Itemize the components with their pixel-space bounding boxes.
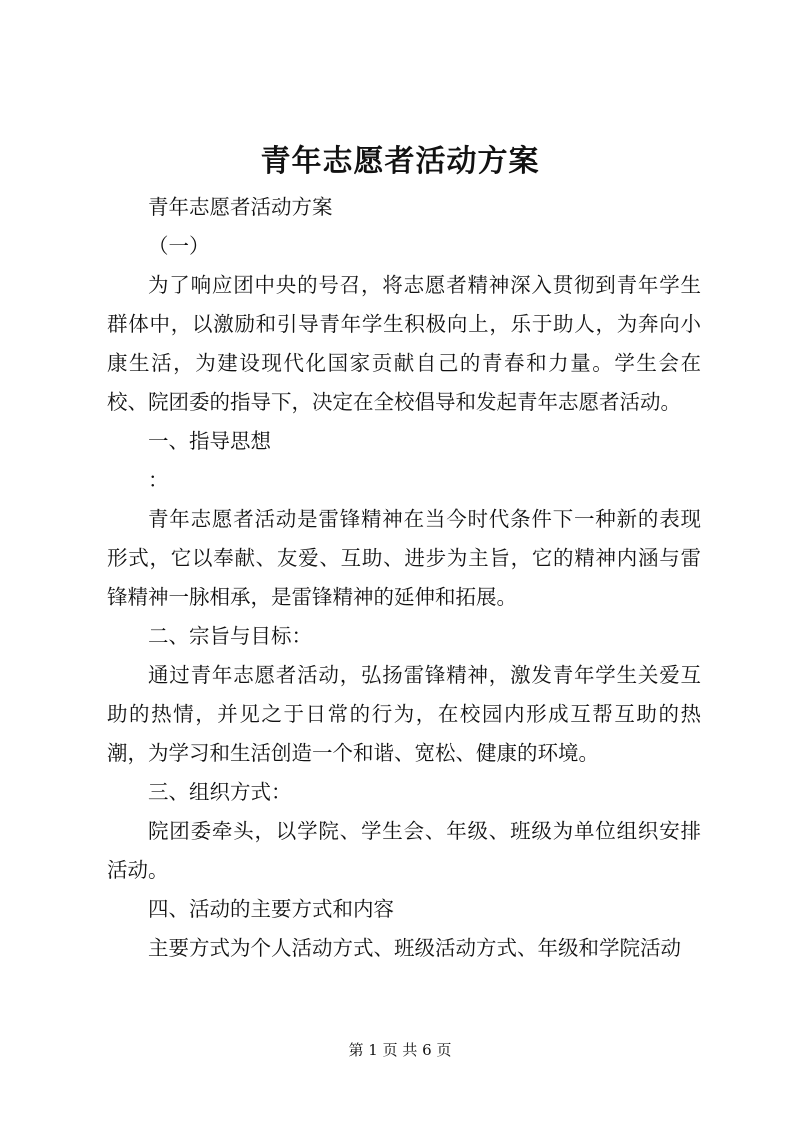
paragraph-purpose-goals: 通过青年志愿者活动，弘扬雷锋精神，激发青年学生关爱互助的热情，并见之于日常的行为，在校园内形成互帮互助的热潮，为学习和生活创造一个和谐、宽松、健康的环境。	[107, 663, 701, 765]
paragraph-activities: 主要方式为个人活动方式、班级活动方式、年级和学院活动	[148, 936, 681, 960]
paragraph-intro: 为了响应团中央的号召，将志愿者精神深入贯彻到青年学生群体中，以激励和引导青年学生积极向上，乐于助人，为奔向小康生活，为建设现代化国家贡献自己的青春和力量。学生会在校、院团委的指导下，决定在全校倡导和发起青年志愿者活动。	[107, 273, 701, 414]
page-footer: 第 1 页 共 6 页	[348, 1041, 452, 1059]
paragraph-section-number: （一）	[148, 234, 210, 258]
document-title: 青年志愿者活动方案	[260, 144, 540, 179]
paragraph-organization: 院团委牵头，以学院、学生会、年级、班级为单位组织安排活动。	[107, 819, 701, 882]
heading-guiding-thought: 一、指导思想	[148, 429, 271, 453]
paragraph-subtitle: 青年志愿者活动方案	[148, 195, 333, 219]
heading-activities: 四、活动的主要方式和内容	[148, 897, 394, 921]
paragraph-colon: ：	[148, 468, 169, 492]
document-body	[107, 188, 701, 968]
paragraph-guiding-thought: 青年志愿者活动是雷锋精神在当今时代条件下一种新的表现形式，它以奉献、友爱、互助、进步为主旨，它的精神内涵与雷锋精神一脉相承，是雷锋精神的延伸和拓展。	[107, 507, 701, 609]
heading-organization: 三、组织方式：	[148, 780, 292, 804]
heading-purpose-goals: 二、宗旨与目标：	[148, 624, 312, 648]
